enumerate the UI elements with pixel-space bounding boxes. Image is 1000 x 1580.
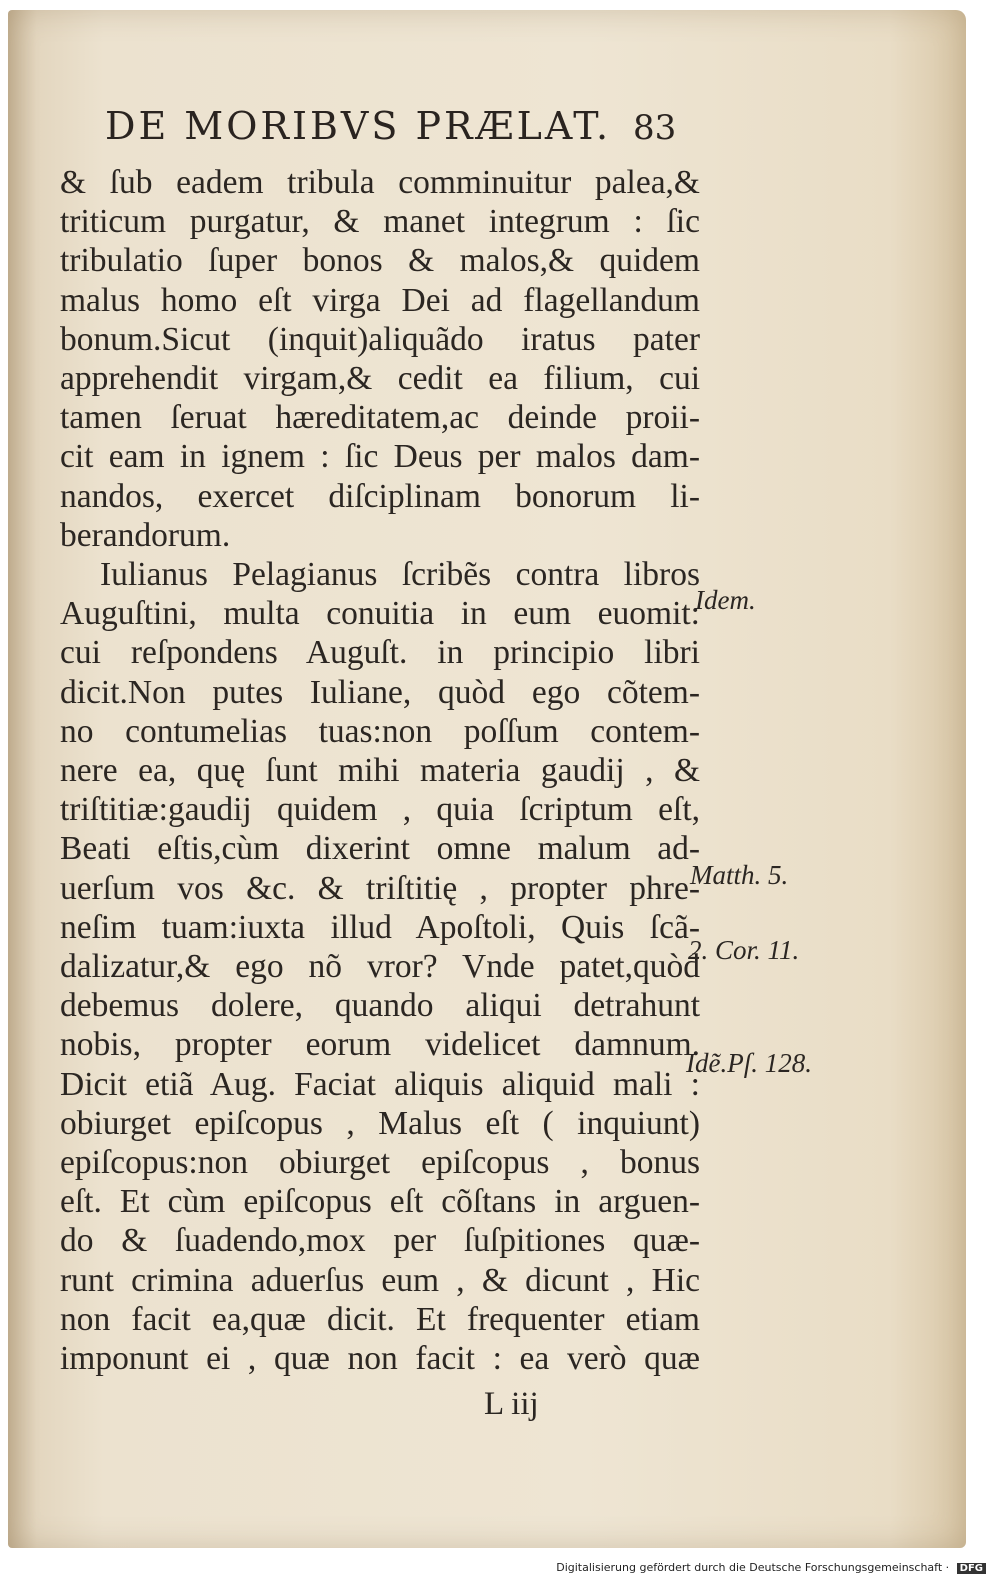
text-line: eſt. Et cùm epiſcopus eſt cõſtans in arguen- — [60, 1183, 700, 1221]
text-line: triticum purgatur, & manet integrum : ſic — [60, 203, 700, 241]
text-line: no contumelias tuas:non poſſum contem- — [60, 712, 700, 750]
running-head-title: DE MORIBVS PRÆLAT. — [105, 104, 612, 148]
digitization-credit — [556, 1561, 986, 1574]
text-line: non facit ea,quæ dicit. Et frequenter etiam — [60, 1300, 700, 1338]
text-line: do & ſuadendo,mox per ſuſpitiones quæ- — [60, 1222, 700, 1260]
text-line: tamen ſeruat hæreditatem,ac deinde proii- — [60, 399, 700, 437]
credit-text: Digitalisierung gefördert durch die Deutsche Forschungsgemeinschaft · — [556, 1561, 950, 1574]
page-number: 83 — [633, 108, 677, 148]
text-line: bonum.Sicut (inquit)aliquãdo iratus pater — [60, 320, 700, 358]
margin-note-idem: Idem. — [695, 585, 756, 615]
text-line: nandos, exercet diſciplinam bonorum li- — [60, 477, 700, 515]
text-line: debemus dolere, quando aliqui detrahunt — [60, 987, 700, 1025]
text-line: imponunt ei , quæ non facit : ea verò quæ — [60, 1340, 700, 1378]
text-line: epiſcopus:non obiurget epiſcopus , bonus — [60, 1144, 700, 1182]
text-line: uerſum vos &c. & triſtitię , propter phre- — [60, 869, 700, 907]
text-line: malus homo eſt virga Dei ad flagellandum — [60, 281, 700, 319]
text-line: apprehendit virgam,& cedit ea filium, cui — [60, 360, 700, 398]
text-line: nobis, propter eorum videlicet damnum. — [60, 1026, 700, 1064]
margin-note-matthew: Matth. 5. — [690, 860, 789, 890]
body-text — [60, 163, 700, 1378]
text-line: triſtitiæ:gaudij quidem , quia ſcriptum eſt, — [60, 791, 700, 829]
text-line: dicit.Non putes Iuliane, quòd ego cõtem- — [60, 673, 700, 711]
text-line: & ſub eadem tribula comminuitur palea,& — [60, 164, 700, 201]
text-line: obiurget epiſcopus , Malus eſt ( inquiunt) — [60, 1104, 700, 1142]
text-line: nere ea, quę ſunt mihi materia gaudij , & — [60, 752, 700, 790]
text-line: runt crimina aduerſus eum , & dicunt , Hic — [60, 1261, 700, 1299]
margin-note-corinthians: 2. Cor. 11. — [688, 935, 800, 965]
dfg-logo: DFG — [957, 1563, 986, 1574]
text-line: neſim tuam:iuxta illud Apoſtoli, Quis ſcã- — [60, 908, 700, 946]
text-line: cit eam in ignem : ſic Deus per malos dam- — [60, 438, 700, 476]
signature-mark: L iij — [484, 1386, 539, 1422]
text-line: cui reſpondens Auguſt. in principio libri — [60, 634, 700, 672]
margin-note-psalm: Idẽ.Pſ. 128. — [686, 1048, 812, 1078]
text-line: Beati eſtis,cùm dixerint omne malum ad- — [60, 830, 700, 868]
text-line: Auguſtini, multa conuitia in eum euomit: — [60, 595, 700, 633]
text-line: Dicit etiã Aug. Faciat aliquis aliquid mali : — [60, 1065, 700, 1103]
text-line-paragraph-start: Iulianus Pelagianus ſcribẽs contra libros — [100, 556, 700, 594]
text-line: berandorum. — [60, 516, 231, 554]
text-line: dalizatur,& ego nõ vror? Vnde patet,quòd — [60, 948, 700, 986]
text-line: tribulatio ſuper bonos & malos,& quidem — [60, 242, 700, 280]
